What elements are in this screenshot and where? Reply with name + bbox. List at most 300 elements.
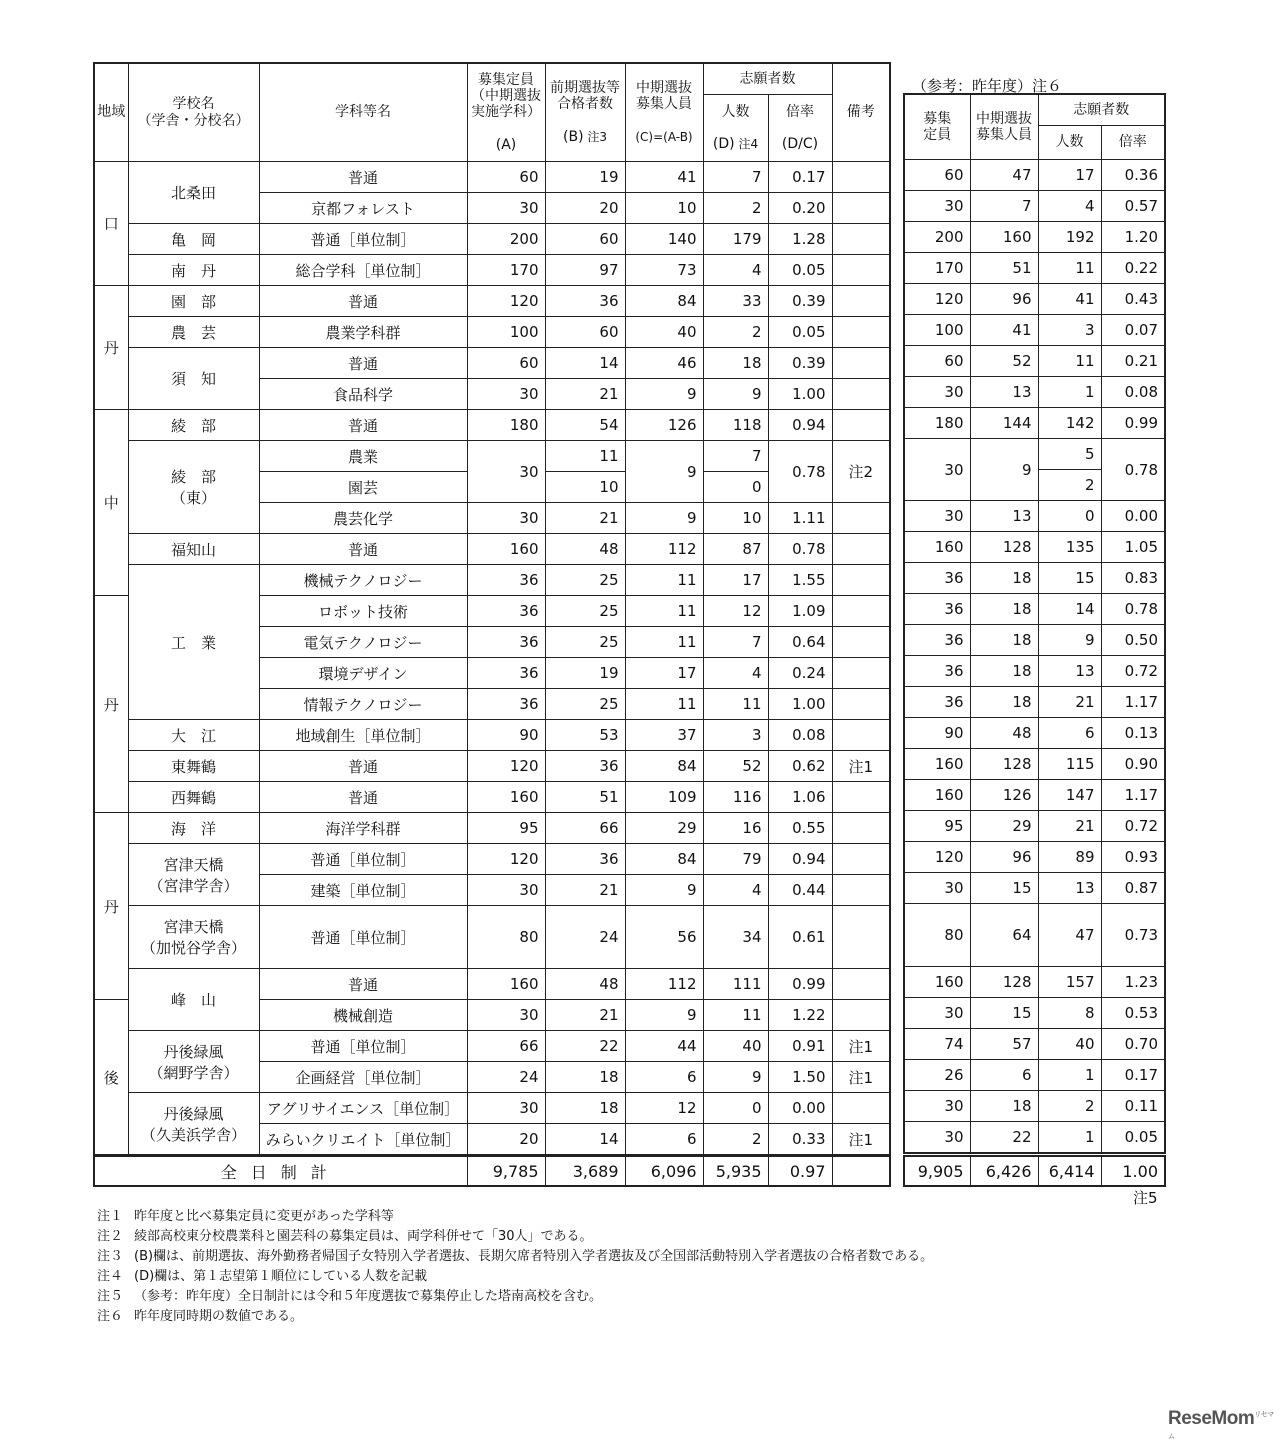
remarks	[832, 689, 890, 720]
mid-c: 11	[625, 565, 703, 596]
school-name: 工 業	[128, 565, 259, 720]
ref-count: 47	[1038, 904, 1101, 967]
table-row	[94, 286, 890, 317]
prelim-b: 21	[545, 503, 625, 534]
school-name: 農 芸	[128, 317, 259, 348]
mid-c: 112	[625, 969, 703, 1000]
ref-mid: 47	[970, 160, 1038, 191]
applicants-d: 4	[703, 875, 768, 906]
mid-c: 44	[625, 1031, 703, 1062]
prelim-b: 21	[545, 1000, 625, 1031]
dept-name: 機械創造	[259, 1000, 467, 1031]
ref-ratio: 0.22	[1101, 253, 1165, 284]
ratio: 0.91	[768, 1031, 832, 1062]
mid-c: 84	[625, 751, 703, 782]
mid-c: 109	[625, 782, 703, 813]
table-row	[94, 162, 890, 193]
ref-mid: 18	[970, 687, 1038, 718]
prelim-b: 60	[545, 317, 625, 348]
dept-name: 園芸	[259, 472, 467, 503]
ref-quota: 180	[904, 408, 970, 439]
dept-name: ロボット技術	[259, 596, 467, 627]
ref-mid: 18	[970, 563, 1038, 594]
applicants-d: 10	[703, 503, 768, 534]
quota-a: 60	[467, 162, 545, 193]
remarks	[832, 720, 890, 751]
footnote-text: 昨年度同時期の数値である。	[134, 1309, 304, 1324]
prelim-b: 66	[545, 813, 625, 844]
ref-table-row	[904, 749, 1165, 780]
prelim-b: 25	[545, 596, 625, 627]
ref-mid: 128	[970, 532, 1038, 563]
ref-table-row	[904, 346, 1165, 377]
ref-count: 8	[1038, 998, 1101, 1029]
applicants-d: 11	[703, 689, 768, 720]
ref-quota: 36	[904, 687, 970, 718]
footnote-text: (D)欄は、第１志望第１順位にしている人数を記載	[134, 1269, 428, 1284]
header-quota-a: 募集定員 （中期選抜 実施学科） (A)	[467, 63, 545, 162]
ref-count: 21	[1038, 811, 1101, 842]
dept-name: 情報テクノロジー	[259, 689, 467, 720]
ref-table-row	[904, 1091, 1165, 1122]
reference-table	[903, 93, 1166, 1154]
quota-a: 120	[467, 751, 545, 782]
ref-table-row	[904, 439, 1165, 470]
applicants-d: 9	[703, 1062, 768, 1093]
remarks	[832, 782, 890, 813]
quota-a: 180	[467, 410, 545, 441]
ref-table-row	[904, 501, 1165, 532]
ref-ratio: 0.36	[1101, 160, 1165, 191]
header-c-sub: (C)=(A-B)	[635, 129, 693, 144]
table-row	[94, 1031, 890, 1062]
mid-c: 11	[625, 596, 703, 627]
ref-count: 1	[1038, 1122, 1101, 1154]
ref-ratio: 0.70	[1101, 1029, 1165, 1060]
ref-table-row	[904, 625, 1165, 656]
ref-quota: 160	[904, 532, 970, 563]
school-name: 亀 岡	[128, 224, 259, 255]
table-row	[94, 534, 890, 565]
ref-mid: 15	[970, 873, 1038, 904]
remarks	[832, 1093, 890, 1124]
total-ratio: 0.97	[768, 1156, 832, 1186]
quota-a: 30	[467, 1093, 545, 1124]
ref-table-row	[904, 222, 1165, 253]
prelim-b: 10	[545, 472, 625, 503]
ref-ratio: 0.13	[1101, 718, 1165, 749]
ref-count: 9	[1038, 625, 1101, 656]
total-b: 3,689	[545, 1156, 625, 1186]
applicants-d: 40	[703, 1031, 768, 1062]
ref-mid: 64	[970, 904, 1038, 967]
dept-name: 普通	[259, 969, 467, 1000]
ratio: 0.39	[768, 348, 832, 379]
mid-c: 112	[625, 534, 703, 565]
footnote	[97, 1207, 933, 1227]
ref-table-row	[904, 1060, 1165, 1091]
ref-quota: 120	[904, 284, 970, 315]
ref-quota: 100	[904, 315, 970, 346]
remarks: 注2	[832, 441, 890, 503]
ratio: 0.62	[768, 751, 832, 782]
ref-table-row	[904, 1029, 1165, 1060]
ratio: 0.78	[768, 534, 832, 565]
ref-quota: 30	[904, 439, 970, 501]
ref-ratio: 1.17	[1101, 780, 1165, 811]
header-d-note: 注4	[734, 137, 759, 152]
school-name: 大 江	[128, 720, 259, 751]
table-row	[94, 751, 890, 782]
applicants-d: 0	[703, 1093, 768, 1124]
ref-count: 6	[1038, 718, 1101, 749]
school-name: 宮津天橋 （加悦谷学舎）	[128, 906, 259, 969]
school-name: 西舞鶴	[128, 782, 259, 813]
prelim-b: 36	[545, 286, 625, 317]
footnote-key: 注２	[97, 1229, 124, 1244]
remarks	[832, 565, 890, 596]
ref-count: 2	[1038, 1091, 1101, 1122]
ref-ratio: 1.23	[1101, 967, 1165, 998]
quota-a: 100	[467, 317, 545, 348]
quota-a: 30	[467, 193, 545, 224]
remarks	[832, 1000, 890, 1031]
dept-name: 普通	[259, 534, 467, 565]
mid-c: 40	[625, 317, 703, 348]
table-row	[94, 565, 890, 596]
quota-a: 60	[467, 348, 545, 379]
remarks: 注1	[832, 1062, 890, 1093]
header-count-d: 人数 (D) 注4	[703, 95, 768, 162]
remarks	[832, 658, 890, 689]
ref-ratio: 0.73	[1101, 904, 1165, 967]
table-row	[94, 348, 890, 379]
school-name: 福知山	[128, 534, 259, 565]
ref-count: 89	[1038, 842, 1101, 873]
quota-a: 36	[467, 658, 545, 689]
remarks	[832, 379, 890, 410]
ref-count: 0	[1038, 501, 1101, 532]
footnote-text: 昨年度と比べ募集定員に変更があった学科等	[134, 1209, 394, 1224]
ref-mid: 15	[970, 998, 1038, 1029]
dept-name: 普通	[259, 348, 467, 379]
mid-c: 126	[625, 410, 703, 441]
ref-table-row	[904, 1122, 1165, 1154]
quota-a: 120	[467, 286, 545, 317]
footnote-key: 注１	[97, 1209, 124, 1224]
quota-a: 170	[467, 255, 545, 286]
ratio: 1.28	[768, 224, 832, 255]
ratio: 0.99	[768, 969, 832, 1000]
footnote	[97, 1307, 933, 1327]
mid-c: 11	[625, 627, 703, 658]
ref-mid: 18	[970, 594, 1038, 625]
dept-name: 農業学科群	[259, 317, 467, 348]
prelim-b: 19	[545, 658, 625, 689]
ref-table-row	[904, 315, 1165, 346]
quota-a: 30	[467, 503, 545, 534]
region-label: 口	[94, 162, 128, 286]
remarks	[832, 503, 890, 534]
school-name: 綾 部	[128, 410, 259, 441]
table-row	[94, 1093, 890, 1124]
mid-c: 10	[625, 193, 703, 224]
ref-mid: 41	[970, 315, 1038, 346]
ratio: 0.64	[768, 627, 832, 658]
ref-table-row	[904, 780, 1165, 811]
ref-header-quota: 募集 定員	[904, 94, 970, 160]
ref-quota: 30	[904, 191, 970, 222]
total-label: 全日制計	[94, 1156, 467, 1186]
applicants-d: 4	[703, 255, 768, 286]
applicants-d: 17	[703, 565, 768, 596]
mid-c: 46	[625, 348, 703, 379]
ratio: 1.50	[768, 1062, 832, 1093]
table-row	[94, 410, 890, 441]
applicants-d: 0	[703, 472, 768, 503]
ref-count: 157	[1038, 967, 1101, 998]
prelim-b: 11	[545, 441, 625, 472]
mid-c: 84	[625, 844, 703, 875]
remarks	[832, 969, 890, 1000]
ref-count: 142	[1038, 408, 1101, 439]
remarks	[832, 627, 890, 658]
ref-quota: 60	[904, 160, 970, 191]
applicants-d: 116	[703, 782, 768, 813]
footnote-text: （参考：昨年度）全日制計には令和５年度選抜で募集停止した塔南高校を含む。	[134, 1289, 603, 1304]
ref-count: 13	[1038, 873, 1101, 904]
footnote-key: 注３	[97, 1249, 124, 1264]
school-name: 丹後緑風 （久美浜学舎）	[128, 1093, 259, 1156]
prelim-b: 21	[545, 379, 625, 410]
applicants-d: 11	[703, 1000, 768, 1031]
ratio: 0.00	[768, 1093, 832, 1124]
ref-ratio: 0.72	[1101, 811, 1165, 842]
ref-count: 41	[1038, 284, 1101, 315]
ref-count: 135	[1038, 532, 1101, 563]
ref-header-applicants: 志願者数	[1038, 94, 1165, 126]
prelim-b: 19	[545, 162, 625, 193]
total-a: 9,785	[467, 1156, 545, 1186]
ref-table-row	[904, 656, 1165, 687]
ref-ratio: 0.87	[1101, 873, 1165, 904]
footnote-key: 注４	[97, 1269, 124, 1284]
mid-c: 73	[625, 255, 703, 286]
ref-table-row	[904, 191, 1165, 222]
ref-ratio: 0.50	[1101, 625, 1165, 656]
ref-count: 5	[1038, 439, 1101, 470]
dept-name: 電気テクノロジー	[259, 627, 467, 658]
ref-ratio: 0.57	[1101, 191, 1165, 222]
ref-quota: 30	[904, 1091, 970, 1122]
total-c: 6,096	[625, 1156, 703, 1186]
region-label: 中	[94, 410, 128, 596]
quota-a: 66	[467, 1031, 545, 1062]
ref-mid: 13	[970, 501, 1038, 532]
total-note: 注5	[1133, 1189, 1158, 1207]
school-name: 綾 部 （東）	[128, 441, 259, 534]
ref-mid: 144	[970, 408, 1038, 439]
ref-count: 21	[1038, 687, 1101, 718]
header-b-note: 注3	[583, 129, 607, 144]
dept-name: 普通［単位制］	[259, 906, 467, 969]
dept-name: 企画経営［単位制］	[259, 1062, 467, 1093]
mid-c: 56	[625, 906, 703, 969]
remarks: 注1	[832, 1124, 890, 1156]
ref-ratio: 1.05	[1101, 532, 1165, 563]
ref-table-row	[904, 998, 1165, 1029]
ref-count: 115	[1038, 749, 1101, 780]
table-row	[94, 441, 890, 472]
ref-mid: 22	[970, 1122, 1038, 1154]
prelim-b: 25	[545, 689, 625, 720]
remarks	[832, 906, 890, 969]
ref-quota: 30	[904, 1122, 970, 1154]
ratio: 0.05	[768, 255, 832, 286]
quota-a: 95	[467, 813, 545, 844]
ref-mid: 96	[970, 842, 1038, 873]
prelim-b: 20	[545, 193, 625, 224]
ref-quota: 120	[904, 842, 970, 873]
ref-ratio: 0.00	[1101, 501, 1165, 532]
ref-mid: 6	[970, 1060, 1038, 1091]
ref-ratio: 0.43	[1101, 284, 1165, 315]
dept-name: 普通	[259, 751, 467, 782]
prelim-b: 18	[545, 1093, 625, 1124]
ref-mid: 29	[970, 811, 1038, 842]
applicants-d: 87	[703, 534, 768, 565]
ref-quota: 36	[904, 656, 970, 687]
ref-count: 13	[1038, 656, 1101, 687]
table-row	[94, 969, 890, 1000]
ref-quota: 36	[904, 594, 970, 625]
remarks	[832, 813, 890, 844]
header-region: 地域	[94, 63, 128, 162]
dept-name: 普通	[259, 162, 467, 193]
header-prelim-b: 前期選抜等 合格者数 (B) 注3	[545, 63, 625, 162]
school-name: 峰 山	[128, 969, 259, 1031]
mid-c: 12	[625, 1093, 703, 1124]
mid-c: 84	[625, 286, 703, 317]
dept-name: 環境デザイン	[259, 658, 467, 689]
mid-c: 9	[625, 1000, 703, 1031]
school-name: 海 洋	[128, 813, 259, 844]
ref-table-row	[904, 408, 1165, 439]
ratio: 0.33	[768, 1124, 832, 1156]
prelim-b: 24	[545, 906, 625, 969]
dept-name: 機械テクノロジー	[259, 565, 467, 596]
prelim-b: 53	[545, 720, 625, 751]
applicants-d: 12	[703, 596, 768, 627]
remarks	[832, 596, 890, 627]
dept-name: 普通［単位制］	[259, 844, 467, 875]
ref-count: 4	[1038, 191, 1101, 222]
quota-a: 30	[467, 441, 545, 503]
ref-table-row	[904, 904, 1165, 967]
ref-header-mid: 中期選抜 募集人員	[970, 94, 1038, 160]
footnote	[97, 1227, 933, 1247]
header-remarks: 備考	[832, 63, 890, 162]
ref-quota: 200	[904, 222, 970, 253]
applicants-d: 18	[703, 348, 768, 379]
header-a-sub: (A)	[495, 136, 517, 153]
table-row	[94, 844, 890, 875]
ref-mid: 7	[970, 191, 1038, 222]
dept-name: 総合学科［単位制］	[259, 255, 467, 286]
header-ratio-sub: (D/C)	[781, 136, 819, 153]
region-label: 後	[94, 1000, 128, 1156]
reference-caption: （参考：昨年度）注６	[912, 77, 1063, 95]
ref-quota: 60	[904, 346, 970, 377]
table-row	[94, 720, 890, 751]
mid-c: 6	[625, 1062, 703, 1093]
applicants-d: 2	[703, 1124, 768, 1156]
ratio: 1.22	[768, 1000, 832, 1031]
header-ratio: 倍率 (D/C)	[768, 95, 832, 162]
dept-name: みらいクリエイト［単位制］	[259, 1124, 467, 1156]
ref-table-row	[904, 532, 1165, 563]
school-name: 北桑田	[128, 162, 259, 224]
ref-table-row	[904, 284, 1165, 315]
quota-a: 90	[467, 720, 545, 751]
ref-table-row	[904, 842, 1165, 873]
quota-a: 36	[467, 689, 545, 720]
applicants-d: 7	[703, 162, 768, 193]
ref-header-ratio: 倍率	[1101, 126, 1165, 160]
ref-quota: 160	[904, 967, 970, 998]
ref-ratio: 1.20	[1101, 222, 1165, 253]
prelim-b: 48	[545, 969, 625, 1000]
school-name: 園 部	[128, 286, 259, 317]
ref-mid: 13	[970, 377, 1038, 408]
applicants-d: 2	[703, 193, 768, 224]
prelim-b: 21	[545, 875, 625, 906]
quota-a: 30	[467, 379, 545, 410]
ref-ratio: 0.78	[1101, 439, 1165, 501]
prelim-b: 18	[545, 1062, 625, 1093]
applicants-d: 52	[703, 751, 768, 782]
ref-mid: 51	[970, 253, 1038, 284]
quota-a: 80	[467, 906, 545, 969]
mid-c: 29	[625, 813, 703, 844]
total-ref-mid: 6,426	[970, 1156, 1038, 1186]
ref-mid: 18	[970, 656, 1038, 687]
footnote	[97, 1287, 933, 1307]
ratio: 0.08	[768, 720, 832, 751]
ref-quota: 30	[904, 998, 970, 1029]
footnote	[97, 1267, 933, 1287]
quota-a: 120	[467, 844, 545, 875]
mid-c: 11	[625, 689, 703, 720]
mid-c: 17	[625, 658, 703, 689]
ratio: 1.55	[768, 565, 832, 596]
table-row	[94, 782, 890, 813]
ratio: 1.00	[768, 379, 832, 410]
school-name: 南 丹	[128, 255, 259, 286]
ref-table-row	[904, 873, 1165, 904]
total-d: 5,935	[703, 1156, 768, 1186]
ref-quota: 160	[904, 749, 970, 780]
school-name: 宮津天橋 （宮津学舎）	[128, 844, 259, 906]
applicants-d: 33	[703, 286, 768, 317]
school-name: 丹後緑風 （網野学舎）	[128, 1031, 259, 1093]
mid-c: 9	[625, 441, 703, 503]
quota-a: 36	[467, 627, 545, 658]
ratio: 0.39	[768, 286, 832, 317]
footnote-text: (B)欄は、前期選抜、海外勤務者帰国子女特別入学者選抜、長期欠席者特別入学者選抜及び全国部活動特別入学者選抜の合格者数である。	[134, 1249, 934, 1264]
ref-quota: 30	[904, 377, 970, 408]
ref-table-row	[904, 718, 1165, 749]
